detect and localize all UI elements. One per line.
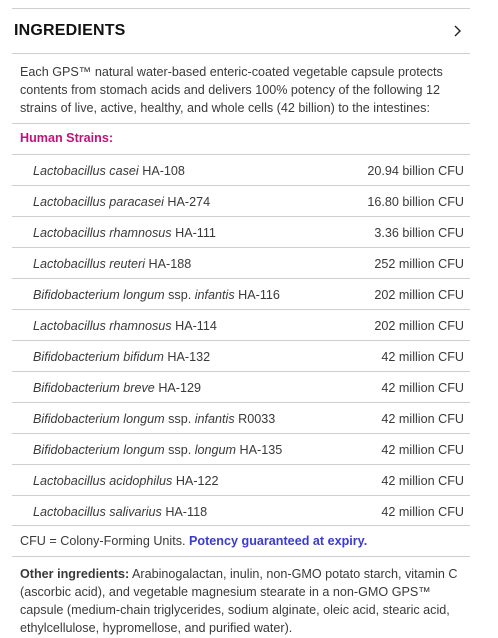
cfu-note: CFU = Colony-Forming Units.: [20, 534, 186, 548]
strain-row: [12, 155, 470, 186]
strain-amount: 252 million CFU: [374, 256, 464, 271]
strain-code: HA-135: [239, 442, 283, 457]
strain-subspecies: longum: [194, 442, 237, 457]
strains-heading: Human Strains:: [20, 131, 114, 145]
strain-code: HA-188: [148, 256, 192, 271]
strain-species: Lactobacillus casei: [33, 163, 139, 178]
cfu-divider: [12, 556, 470, 557]
strain-name: [12, 226, 216, 240]
strain-amount: 42 million CFU: [381, 442, 464, 457]
other-ingredients-text: Arabinogalactan, inulin, non-GMO potato starch, vitamin C (ascorbic acid), and vegetable magnesium stearate in a non-GMO GPS™ capsule (medium-chain triglycerides, sodium alginate, oleic acid, stearic acid, ethylcellulose, hypromellose, and purified water).: [20, 567, 458, 635]
strain-ssp: ssp.: [168, 411, 192, 426]
intro-divider: [12, 123, 470, 124]
strain-code: HA-118: [165, 504, 208, 519]
strain-species: Bifidobacterium longum: [33, 442, 165, 457]
strain-ssp: ssp.: [168, 442, 192, 457]
strain-row: [12, 248, 470, 279]
strain-amount: 202 million CFU: [374, 287, 464, 302]
strain-name: [12, 381, 201, 395]
strain-row: [12, 496, 470, 527]
chevron-right-icon[interactable]: [448, 21, 468, 41]
strain-name: [12, 319, 217, 333]
strain-amount: 16.80 billion CFU: [367, 194, 464, 209]
strain-amount: 42 million CFU: [381, 473, 464, 488]
section-title: INGREDIENTS: [14, 22, 126, 39]
strain-amount: 42 million CFU: [381, 411, 464, 426]
strain-row: [12, 341, 470, 372]
strain-name: [12, 350, 210, 364]
strain-species: Bifidobacterium bifidum: [33, 349, 164, 364]
strain-amount: 202 million CFU: [374, 318, 464, 333]
strain-subspecies: infantis: [194, 411, 235, 426]
strain-name: [12, 474, 219, 488]
strain-species: Lactobacillus salivarius: [33, 504, 162, 519]
table-end-divider: [12, 525, 470, 526]
strain-name: [12, 195, 210, 209]
strain-row: [12, 434, 470, 465]
strain-code: HA-132: [167, 349, 211, 364]
other-ingredients-label: Other ingredients:: [20, 567, 130, 581]
strain-ssp: ssp.: [168, 287, 192, 302]
strain-species: Bifidobacterium breve: [33, 380, 155, 395]
strain-species: Lactobacillus paracasei: [33, 194, 164, 209]
strain-amount: 42 million CFU: [381, 380, 464, 395]
strain-row: [12, 186, 470, 217]
potency-link[interactable]: Potency guaranteed at expiry.: [189, 534, 368, 548]
strain-amount: 42 million CFU: [381, 349, 464, 364]
strain-code: HA-116: [238, 287, 280, 302]
strain-species: Lactobacillus rhamnosus: [33, 318, 172, 333]
strain-row: [12, 217, 470, 248]
ingredients-accordion-header[interactable]: [12, 9, 470, 53]
other-ingredients: [20, 565, 468, 637]
strain-species: Lactobacillus reuteri: [33, 256, 146, 271]
intro-text: Each GPS™ natural water-based enteric-coated vegetable capsule protects contents from stomach acids and delivers 100% potency of the following 12 strains of live, active, healthy, and whole cells (42 billion) to the intestines:: [20, 65, 443, 115]
strain-code: HA-114: [175, 318, 217, 333]
strain-code: HA-129: [158, 380, 202, 395]
strain-name: [12, 257, 191, 271]
strain-name: [12, 288, 280, 302]
strain-code: HA-108: [142, 163, 185, 178]
strain-name: [12, 443, 282, 457]
strain-species: Bifidobacterium longum: [33, 287, 165, 302]
strain-row: [12, 310, 470, 341]
strain-code: HA-111: [175, 225, 216, 240]
header-divider: [12, 53, 470, 54]
strain-row: [12, 403, 470, 434]
strain-species: Lactobacillus rhamnosus: [33, 225, 172, 240]
cfu-note-line: [20, 534, 367, 548]
strain-code: R0033: [238, 411, 276, 426]
strain-species: Lactobacillus acidophilus: [33, 473, 173, 488]
strain-amount: 3.36 billion CFU: [374, 225, 464, 240]
strain-row: [12, 372, 470, 403]
strain-code: HA-274: [167, 194, 211, 209]
strain-name: [12, 505, 207, 519]
strain-species: Bifidobacterium longum: [33, 411, 165, 426]
strain-name: [12, 164, 185, 178]
strain-code: HA-122: [175, 473, 219, 488]
strain-row: [12, 279, 470, 310]
strain-name: [12, 412, 275, 426]
strain-amount: 42 million CFU: [381, 504, 464, 519]
strain-row: [12, 465, 470, 496]
strain-amount: 20.94 billion CFU: [367, 163, 464, 178]
strain-subspecies: infantis: [194, 287, 235, 302]
